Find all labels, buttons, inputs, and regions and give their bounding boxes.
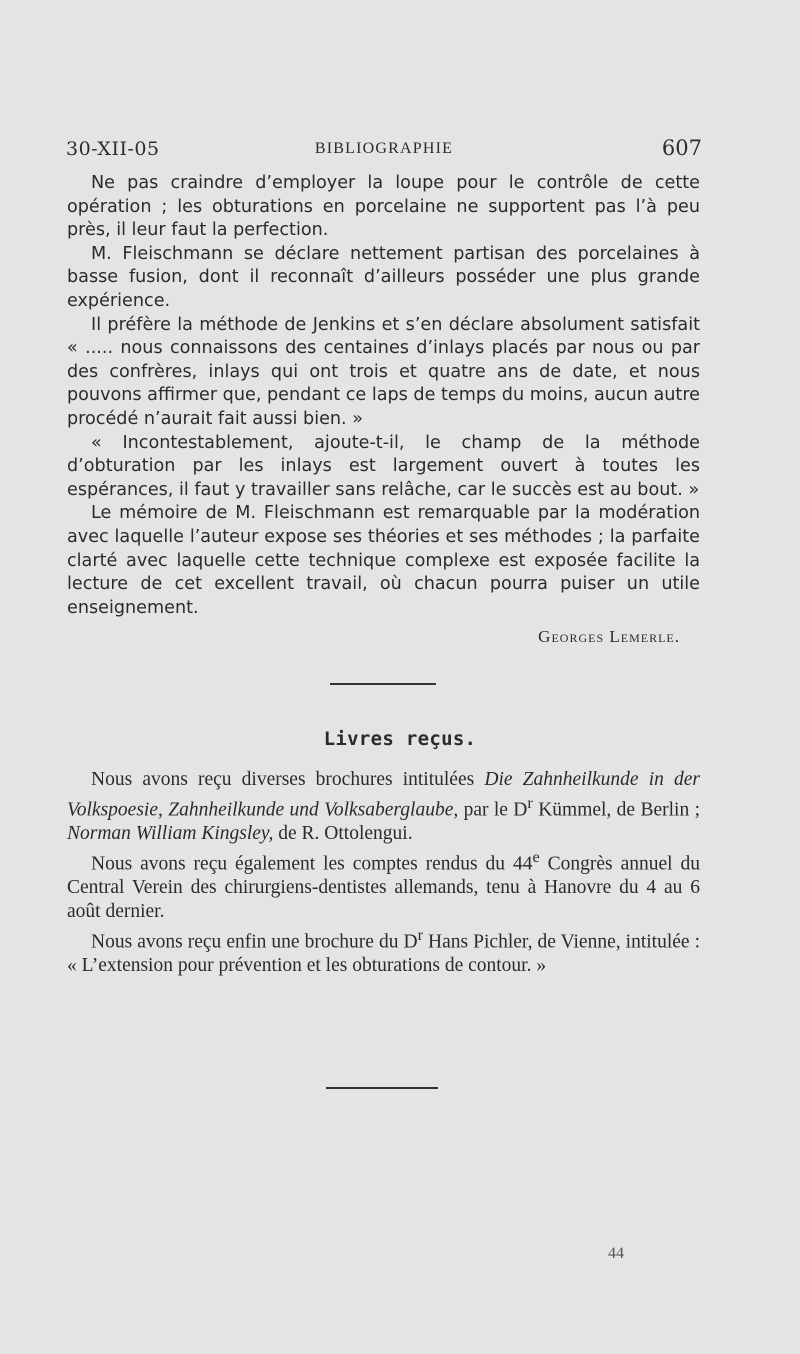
end-divider: [326, 1087, 438, 1089]
review-signature: Georges Lemerle.: [538, 627, 680, 647]
issue-date: 30-XII-05: [66, 138, 160, 160]
review-paragraph: M. Fleischmann se déclare nettement partisan des porcelaines à basse fusion, dont il reconnaît d’ailleurs posséder une plus grande expérience.: [67, 243, 700, 311]
book-titles: Die Zahnheilkunde in der Volkspoesie, Zahnheilkunde und Volksaberglaube,: [67, 769, 700, 821]
superscript: r: [527, 793, 533, 812]
review-paragraph: « Incontestablement, ajoute-t-il, le champ de la méthode d’obturation par les inlays est largement ouvert à toutes les espérances, il faut y travailler sans relâche, car le succès est au bout. »: [67, 432, 700, 500]
books-received-heading: Livres reçus.: [323, 728, 477, 750]
books-paragraph: [67, 768, 700, 846]
review-text: [67, 172, 700, 654]
superscript: r: [417, 925, 423, 944]
review-paragraph: Le mémoire de M. Fleischmann est remarquable par la modération avec laquelle l’auteur expose ses théories et ses méthodes ; la parfaite clarté avec laquelle cette technique complexe est exposée facilite la lecture de cet excellent travail, où chacun pourra puiser un utile enseignement.: [67, 503, 700, 618]
review-paragraph: Ne pas craindre d’employer la loupe pour le contrôle de cette opération ; les obturations en porcelaine ne supportent pas l’à peu près, il leur faut la perfection.: [67, 173, 700, 241]
text-run: Nous avons reçu également les comptes rendus du 44: [91, 853, 533, 875]
books-paragraph: [67, 846, 700, 924]
section-divider: [330, 683, 436, 685]
books-paragraph: [67, 924, 700, 978]
text-run: Hans Pichler, de Vienne, intitulée : « L’extension pour prévention et les obturations de contour. »: [67, 931, 700, 977]
text-run: par le D: [458, 799, 528, 821]
text-run: de R. Ottolengui.: [273, 823, 413, 845]
running-head: [66, 136, 702, 166]
text-run: Congrès annuel du Central Verein des chirurgiens-dentistes allemands, tenu à Hanovre du 4 au 6 août dernier.: [67, 853, 700, 922]
book-title: Norman William Kingsley,: [67, 823, 274, 845]
text-run: Nous avons reçu enfin une brochure du D: [91, 931, 418, 953]
review-paragraph: Il préfère la méthode de Jenkins et s’en déclare absolument satisfait « ..... nous connaissons des centaines d’inlays placés par nous ou par des confrères, inlays qui ont trois et quatre ans de date, et nous pouvons affirmer que, pendant ce laps de temps du moins, aucun autre procédé n’aurait fait aussi bien. »: [67, 314, 700, 429]
text-run: Kümmel, de Berlin ;: [532, 799, 700, 821]
section-heading: BIBLIOGRAPHIE: [314, 140, 454, 157]
superscript: e: [532, 847, 540, 866]
signature-mark: 44: [608, 1245, 624, 1262]
page-number: 607: [661, 136, 702, 160]
books-received-text: [67, 768, 700, 978]
text-run: Nous avons reçu diverses brochures intitulées: [91, 769, 485, 790]
